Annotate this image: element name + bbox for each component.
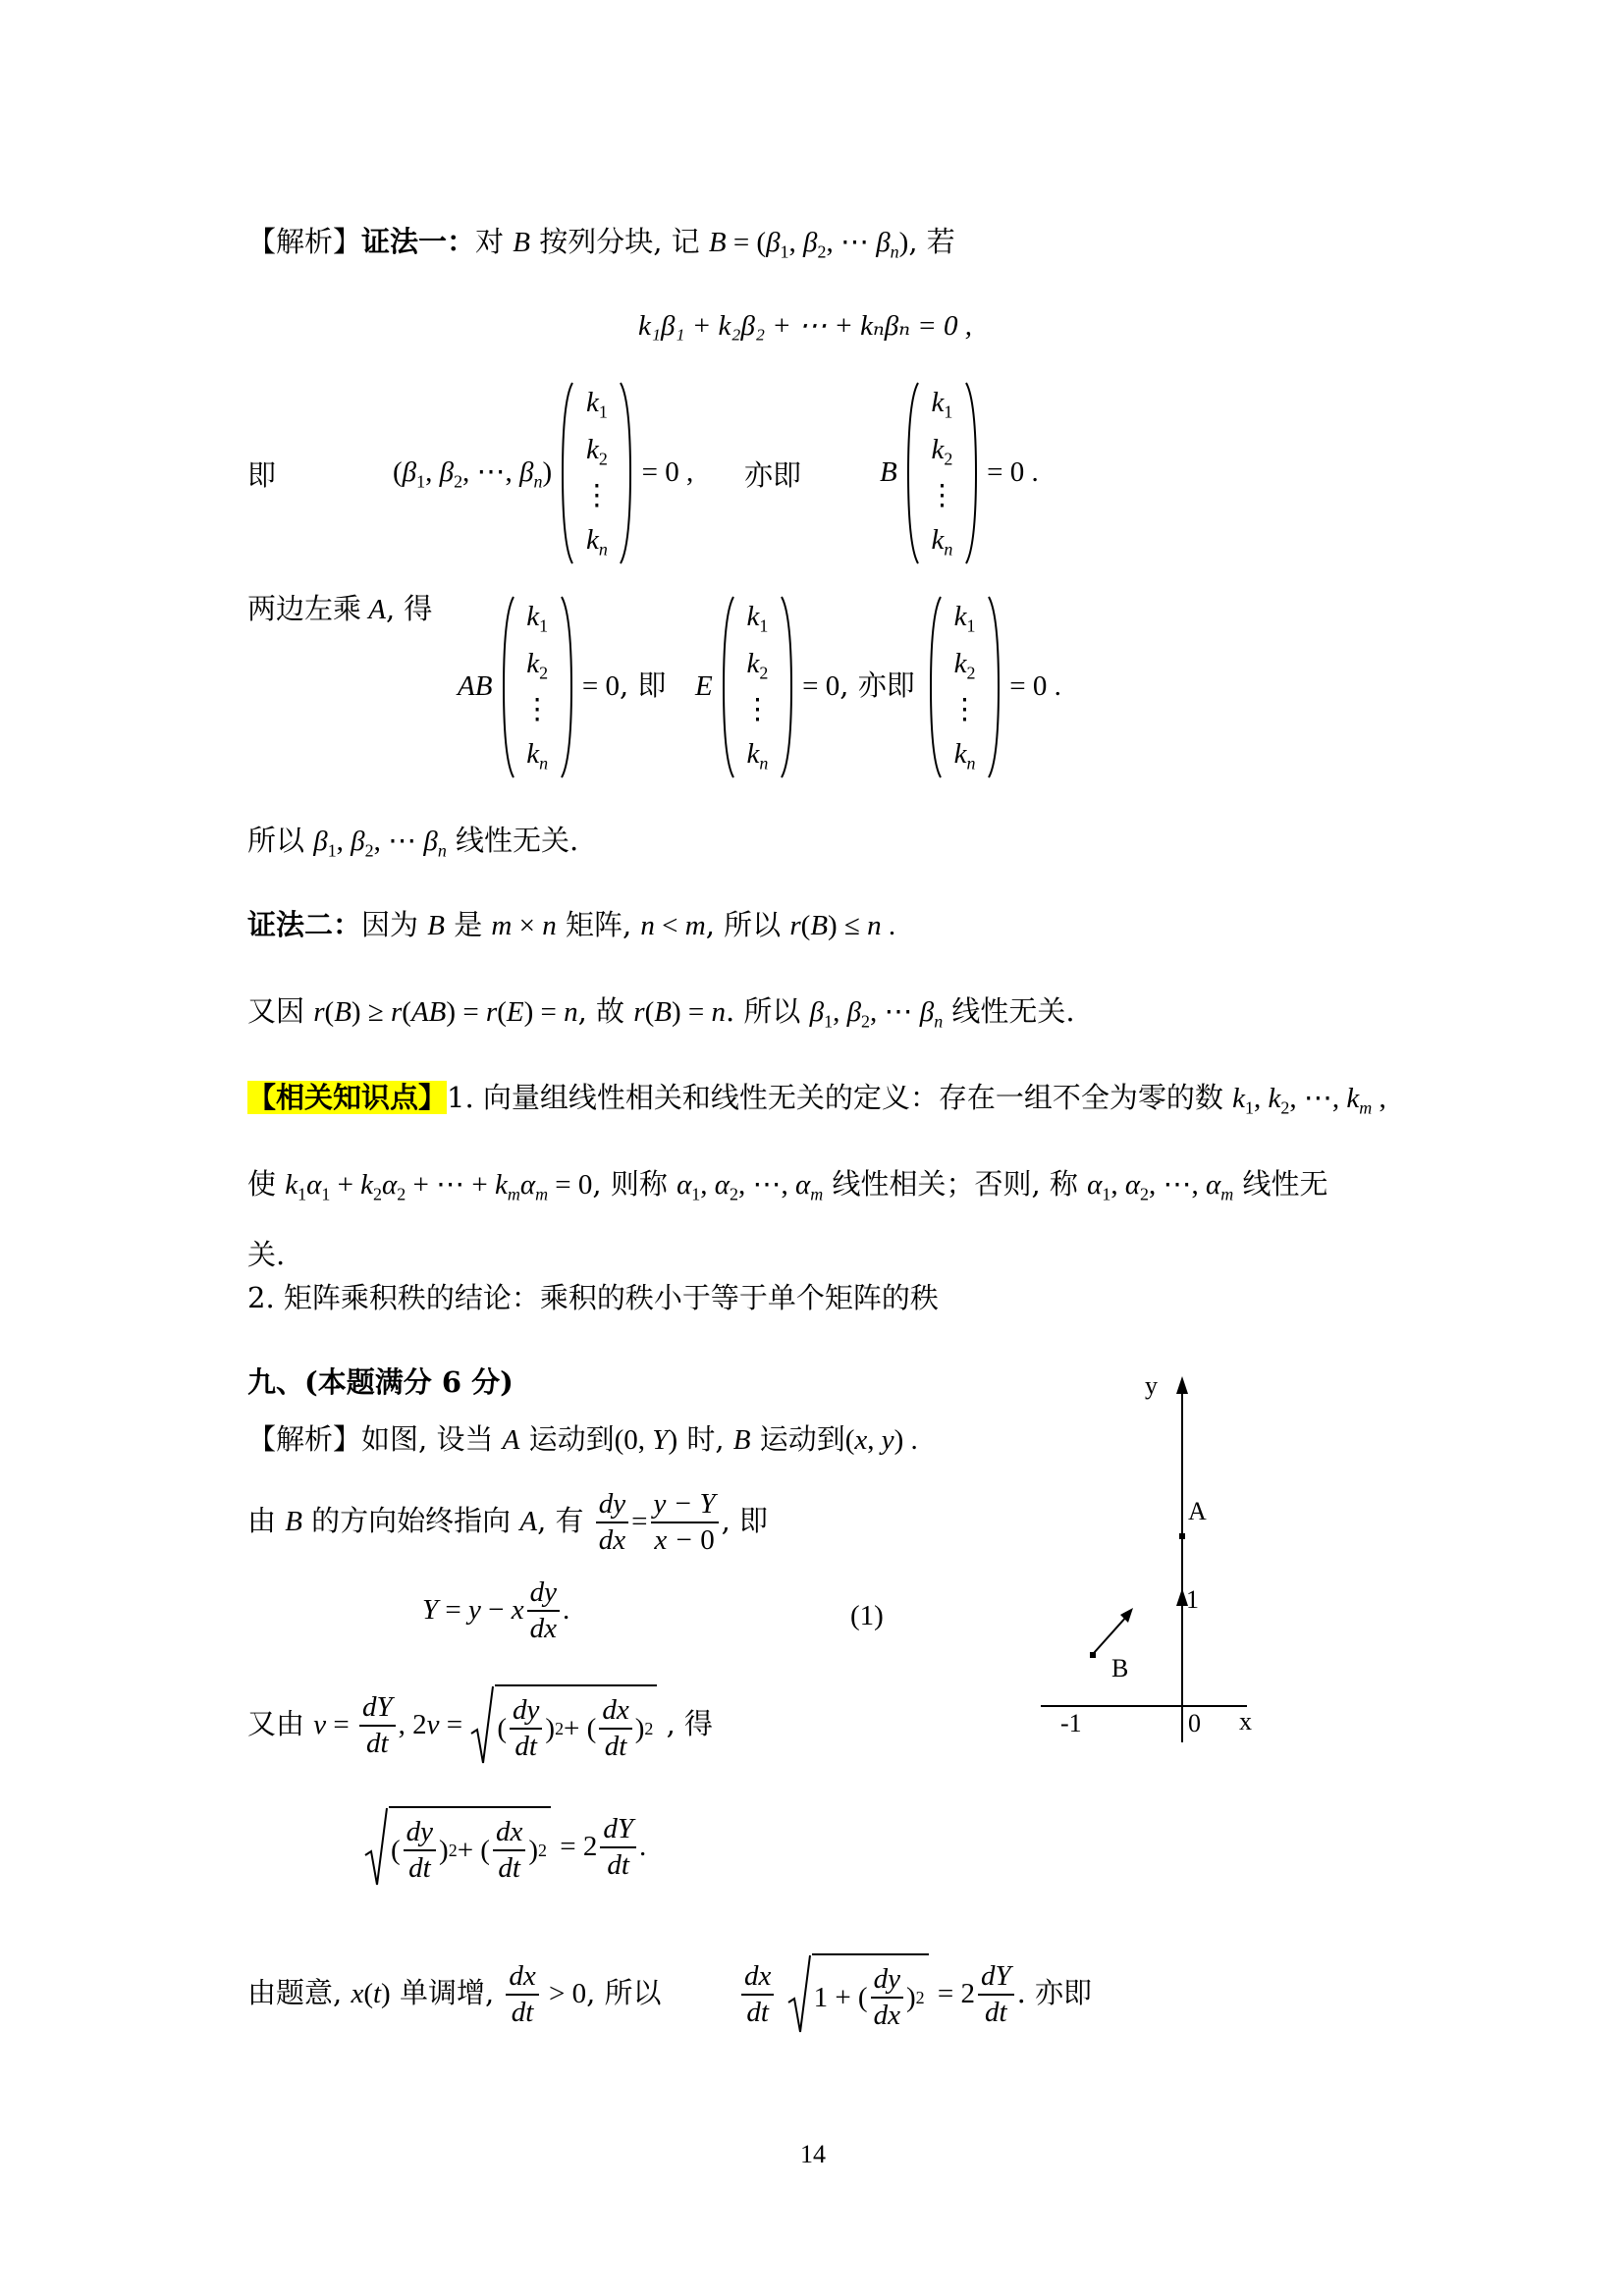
y-axis-label: y [1145,1371,1158,1400]
knowledge-line-3: 关. [247,1238,286,1271]
knowledge-line-2: 使 $k_1\alpha_1 + k_2\alpha_2$ + ⋯ + $k_m\alpha_m = 0$, 则称 $\alpha_1$, $\alpha_2$, ⋯, $\alpha_m$ 线性相关；否则, 称 $\alpha_1$, $\alpha_2$, ⋯, $\alpha_m$ 线性无 [247,1167,1328,1204]
section9-line-3: 又由 v = $\frac{dY}{dt}$ , 2v = ( $\frac{dy}{dt}$ ) 2 + ( $\frac{dx}{dt}$ ) 2 , 得 [247,1684,713,1767]
x-axis-label: x [1239,1707,1252,1735]
knowledge-label: 【相关知识点】 [247,1081,448,1114]
k-vector: $k_1$ $k_2$ ⋮ $k_n$ [502,595,573,779]
k-vector: $k_1$ $k_2$ ⋮ $k_n$ [722,595,793,779]
y-axis-arrow [1176,1376,1188,1394]
yiji-label: 亦即 [744,458,802,492]
method2-line: 证法二：因为 B 是 m × n 矩阵, n < m, 所以 r(B) ≤ n . [247,908,896,941]
k-vector: $k_1$ $k_2$ ⋮ $k_n$ [906,381,978,565]
knowledge-line-4: 2. 矩阵乘积秩的结论：乘积的秩小于等于单个矩阵的秩 [247,1281,939,1314]
origin-label: 0 [1188,1709,1201,1737]
matrix-eq-1: ($\beta_1$, $\beta_2$, ⋯, $\beta_n$) $k_1$ $k_2$ ⋮ $k_n$ = 0 , [393,381,693,565]
equation-1: Y = y − x $\frac{dy}{dx}$ . [422,1576,570,1644]
tick-1-label: 1 [1186,1585,1199,1614]
matrix-eq-5: $k_1$ $k_2$ ⋮ $k_n$ = 0 . [929,595,1061,779]
sqrt-expr: ( $\frac{dy}{dt}$ ) 2 + ( $\frac{dx}{dt}$ ) 2 [363,1806,551,1889]
section9-line-2: 由 B 的方向始终指向 A, 有 $\frac{dy}{dx}$ = $\frac{y - Y}{x - 0}$ , 即 [247,1488,769,1556]
matrix-eq-3: AB $k_1$ $k_2$ ⋮ $k_n$ = 0, 即 [458,595,666,779]
tick-neg1-label: -1 [1060,1709,1082,1737]
equation-number: (1) [850,1600,884,1631]
matrix-eq-4: E $k_1$ $k_2$ ⋮ $k_n$ = 0, 亦即 [695,595,915,779]
left-multiply-line: 两边左乘 A, 得 [247,592,433,625]
combination-equation: k₁β₁ + k₂β₂ + ⋯ + kₙβₙ = 0 , [638,310,973,342]
section-title: 九、(本题满分 6 分) [247,1365,514,1399]
page-number: 14 [800,2140,826,2168]
section9-line-1: 【解析】如图, 设当 A 运动到(0, Y) 时, B 运动到(x, y) . [247,1422,918,1456]
A-label: A [1188,1497,1207,1525]
point-B [1090,1652,1096,1658]
equation-2: ( $\frac{dy}{dt}$ ) 2 + ( $\frac{dx}{dt}$ ) 2 = 2 $\frac{dY}{dt}$ . [363,1806,646,1889]
k-vector: $k_1$ $k_2$ ⋮ $k_n$ [929,595,1001,779]
rank-line: 又因 r(B) ≥ r(AB) = r(E) = n, 故 r(B) = n. 所以 $\beta_1$, $\beta_2$, ⋯ $\beta_n$ 线性无关. [247,994,1075,1032]
pursuit-figure [1021,1364,1267,1757]
sqrt-expr: 1 + ( $\frac{dy}{dx}$ ) 2 [786,1953,929,2036]
sqrt-expr: ( $\frac{dy}{dt}$ ) 2 + ( $\frac{dx}{dt}$ ) 2 [469,1684,657,1767]
knowledge-line-1: 【相关知识点】1. 向量组线性相关和线性无关的定义：存在一组不全为零的数 $k_1$, $k_2$, ⋯, $k_m$ , [247,1081,1386,1118]
B-direction-line [1094,1616,1127,1653]
matrix-eq-2: B $k_1$ $k_2$ ⋮ $k_n$ = 0 . [880,381,1039,565]
conclusion-1: 所以 $\beta_1$, $\beta_2$, ⋯ $\beta_n$ 线性无关. [247,824,579,861]
ji-label: 即 [247,458,277,492]
k-vector: $k_1$ $k_2$ ⋮ $k_n$ [561,381,632,565]
section9-line-4: 由题意, x(t) 单调增, $\frac{dx}{dt}$ > 0, 所以 $\frac{dx}{dt}$ 1 + ( $\frac{dy}{dx}$ ) 2 = 2 $\frac{dY}{dt}$ . 亦即 [247,1953,1092,2036]
method1-line: 【解析】证法一：对 B 按列分块, 记 $B = (\beta_1$, $\beta_2$, ⋯ $\beta_n$), 若 [247,225,955,262]
point-A [1179,1533,1185,1539]
B-label: B [1111,1654,1129,1682]
